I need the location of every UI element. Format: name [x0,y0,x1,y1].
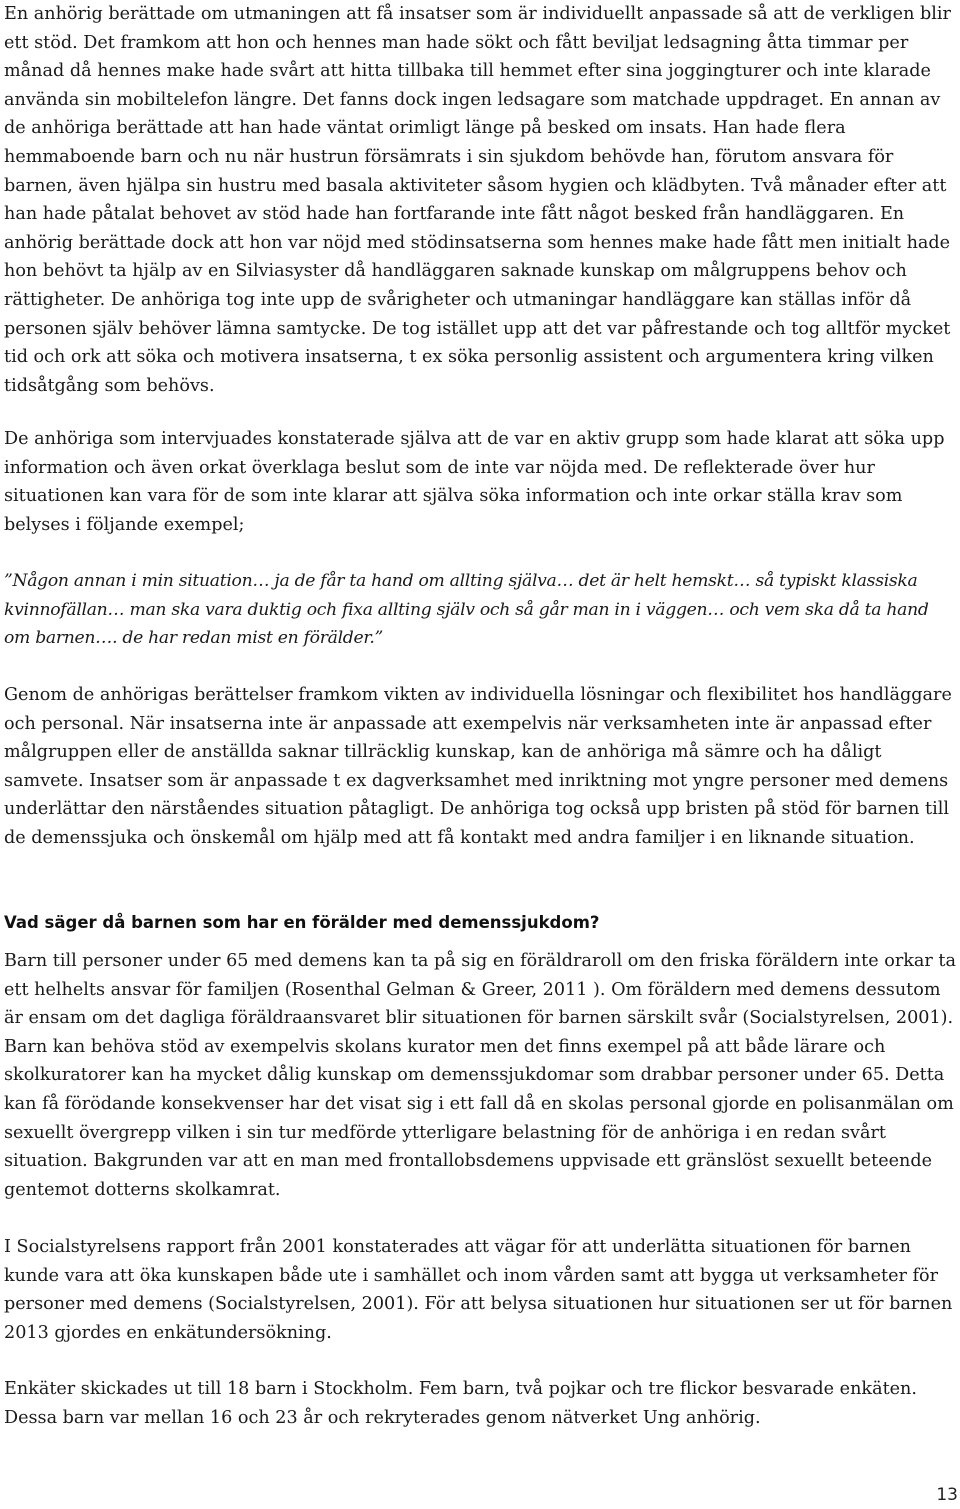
paragraph-relative-experiences: En anhörig berättade om utmaningen att få insatser som är individuellt anpassade så att de verkligen blir ett stöd. Det framkom att hon och hennes man hade sökt och fått beviljat ledsagning åtta timmar per månad då hennes make hade svårt att hitta tillbaka till hemmet efter sina joggingturer och inte klarade använda sin mobiltelefon längre. Det fanns dock ingen ledsagare som matchade uppdraget. En annan av de anhöriga berättade att han hade väntat orimligt länge på besked om insats. Han hade flera hemmaboende barn och nu när hustrun försämrats i sin sjukdom behövde han, förutom ansvara för barnen, även hjälpa sin hustru med basala aktiviteter såsom hygien och klädbyten. Två månader efter att han hade påtalat behovet av stöd hade han fortfarande inte fått något besked från handläggaren. En anhörig berättade dock att hon var nöjd med stödinsatserna som hennes make hade fått men initialt hade hon behövt ta hjälp av en Silviasyster då handläggaren saknade kunskap om målgruppens behov och rättigheter. De anhöriga tog inte upp de svårigheter och utmaningar handläggare kan ställas inför då personen själv behöver lämna samtycke. De tog istället upp att det var påfrestande och tog alltför mycket tid och ork att söka och motivera insatserna, t ex söka personlig assistent och argumentera kring vilken tidsåtgång som behövs. [4,4,951,396]
quote-relative: ”Någon annan i min situation… ja de får ta hand om allting själva… det är helt hemskt… så typiskt klassiska kvinnofällan… man ska vara duktig och fixa allting själv och så går man in i väggen… och vem ska då ta hand om barnen…. de har redan mist en förälder.” [4,571,929,649]
paragraph-individual-solutions: Genom de anhörigas berättelser framkom vikten av individuella lösningar och flexibilitet hos handläggare och personal. När insatserna inte är anpassade att exempelvis när verksamheten inte är anpassad efter målgruppen eller de anställda saknar tillräcklig kunskap, kan de anhöriga må sämre och ha dåligt samvete. Insatser som är anpassade t ex dagverksamhet med inriktning mot yngre personer med demens underlättar den närståendes situation påtagligt. De anhöriga tog också upp bristen på stöd för barnen till de demenssjuka och önskemål om hjälp med att få kontakt med andra familjer i en liknande situation. [4,685,952,848]
paragraph-active-group: De anhöriga som intervjuades konstaterade själva att de var en aktiv grupp som hade klarat att söka upp information och även orkat överklaga beslut som de inte var nöjda med. De reflekterade över hur situationen kan vara för de som inte klarar att själva söka information och inte orkar ställa krav som belyses i följande exempel; [4,429,945,535]
page-number: 13 [936,1485,958,1505]
section-heading-children: Vad säger då barnen som har en förälder med demenssjukdom? [4,913,600,932]
paragraph-children-role: Barn till personer under 65 med demens kan ta på sig en föräldraroll om den friska föräldern inte orkar ta ett helhelts ansvar för familjen (Rosenthal Gelman & Greer, 2011 ). Om föräldern med demens dessutom är ensam om det dagliga föräldraansvaret blir situationen för barnen särskilt svår (Socialstyrelsen, 2001). Barn kan behöva stöd av exempelvis skolans kurator men det finns exempel på att både lärare och skolkuratorer kan ha mycket dålig kunskap om demenssjukdomar som drabbar personer under 65. Detta kan få förödande konsekvenser har det visat sig i ett fall då en skolas personal gjorde en polisanmälan om sexuellt övergrepp vilken i sin tur medförde ytterligare belastning för de anhöriga i en redan svårt situation. Bakgrunden var att en man med frontallobsdemens uppvisade ett gränslöst sexuellt beteende gentemot dotterns skolkamrat. [4,951,956,1200]
paragraph-survey: Enkäter skickades ut till 18 barn i Stockholm. Fem barn, två pojkar och tre flickor besvarade enkäten. Dessa barn var mellan 16 och 23 år och rekryterades genom nätverket Ung anhörig. [4,1379,917,1428]
paragraph-socialstyrelsen-report: I Socialstyrelsens rapport från 2001 konstaterades att vägar för att underlätta situationen för barnen kunde vara att öka kunskapen både ute i samhället och inom vården samt att bygga ut verksamheter för personer med demens (Socialstyrelsen, 2001). För att belysa situationen hur situationen ser ut för barnen 2013 gjordes en enkätundersökning. [4,1237,953,1343]
